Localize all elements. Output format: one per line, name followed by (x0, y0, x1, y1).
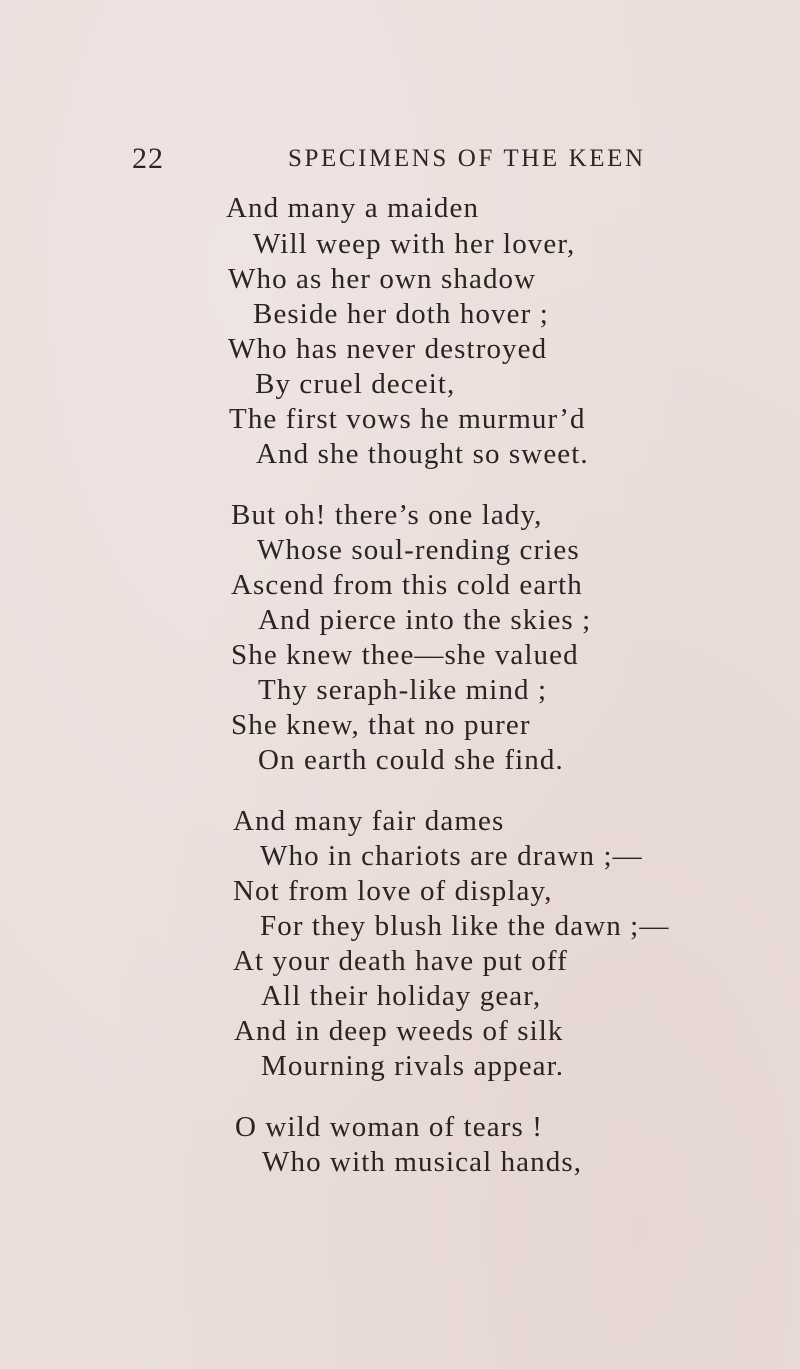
poem-line: Thy seraph-like mind ; (258, 674, 548, 706)
poem-line: But oh! there’s one lady, (231, 499, 543, 531)
poem-line: Mourning rivals appear. (261, 1050, 565, 1082)
page-number: 22 (132, 142, 164, 175)
poem-line: All their holiday gear, (261, 980, 542, 1012)
poem-line: O wild woman of tears ! (235, 1111, 543, 1143)
poem-line: She knew, that no purer (231, 709, 531, 741)
poem-line: And she thought so sweet. (256, 438, 589, 470)
poem-line: By cruel deceit, (255, 368, 456, 400)
poem-line: On earth could she find. (258, 744, 564, 776)
poem-line: And many fair dames (233, 805, 505, 837)
poem-line: At your death have put off (233, 945, 568, 977)
poem-line: She knew thee—she valued (231, 639, 579, 671)
poem-line: Beside her doth hover ; (253, 298, 549, 330)
poem-line: Who as her own shadow (228, 263, 537, 295)
poem-line: Will weep with her lover, (253, 228, 576, 260)
poem-line: Whose soul-rending cries (257, 534, 580, 566)
poem-line: And many a maiden (226, 192, 480, 224)
poem-line: Ascend from this cold earth (231, 569, 583, 601)
poem-line: Who has never destroyed (228, 333, 548, 365)
running-head: SPECIMENS OF THE KEEN (288, 145, 646, 172)
poem-line: For they blush like the dawn ;— (260, 910, 670, 942)
poem-line: And in deep weeds of silk (234, 1015, 564, 1047)
poem-line: And pierce into the skies ; (258, 604, 592, 636)
poem-line: The first vows he murmur’d (229, 403, 586, 435)
poem-line: Who with musical hands, (262, 1146, 583, 1178)
poem-line: Not from love of display, (233, 875, 553, 907)
poem-line: Who in chariots are drawn ;— (260, 840, 643, 872)
